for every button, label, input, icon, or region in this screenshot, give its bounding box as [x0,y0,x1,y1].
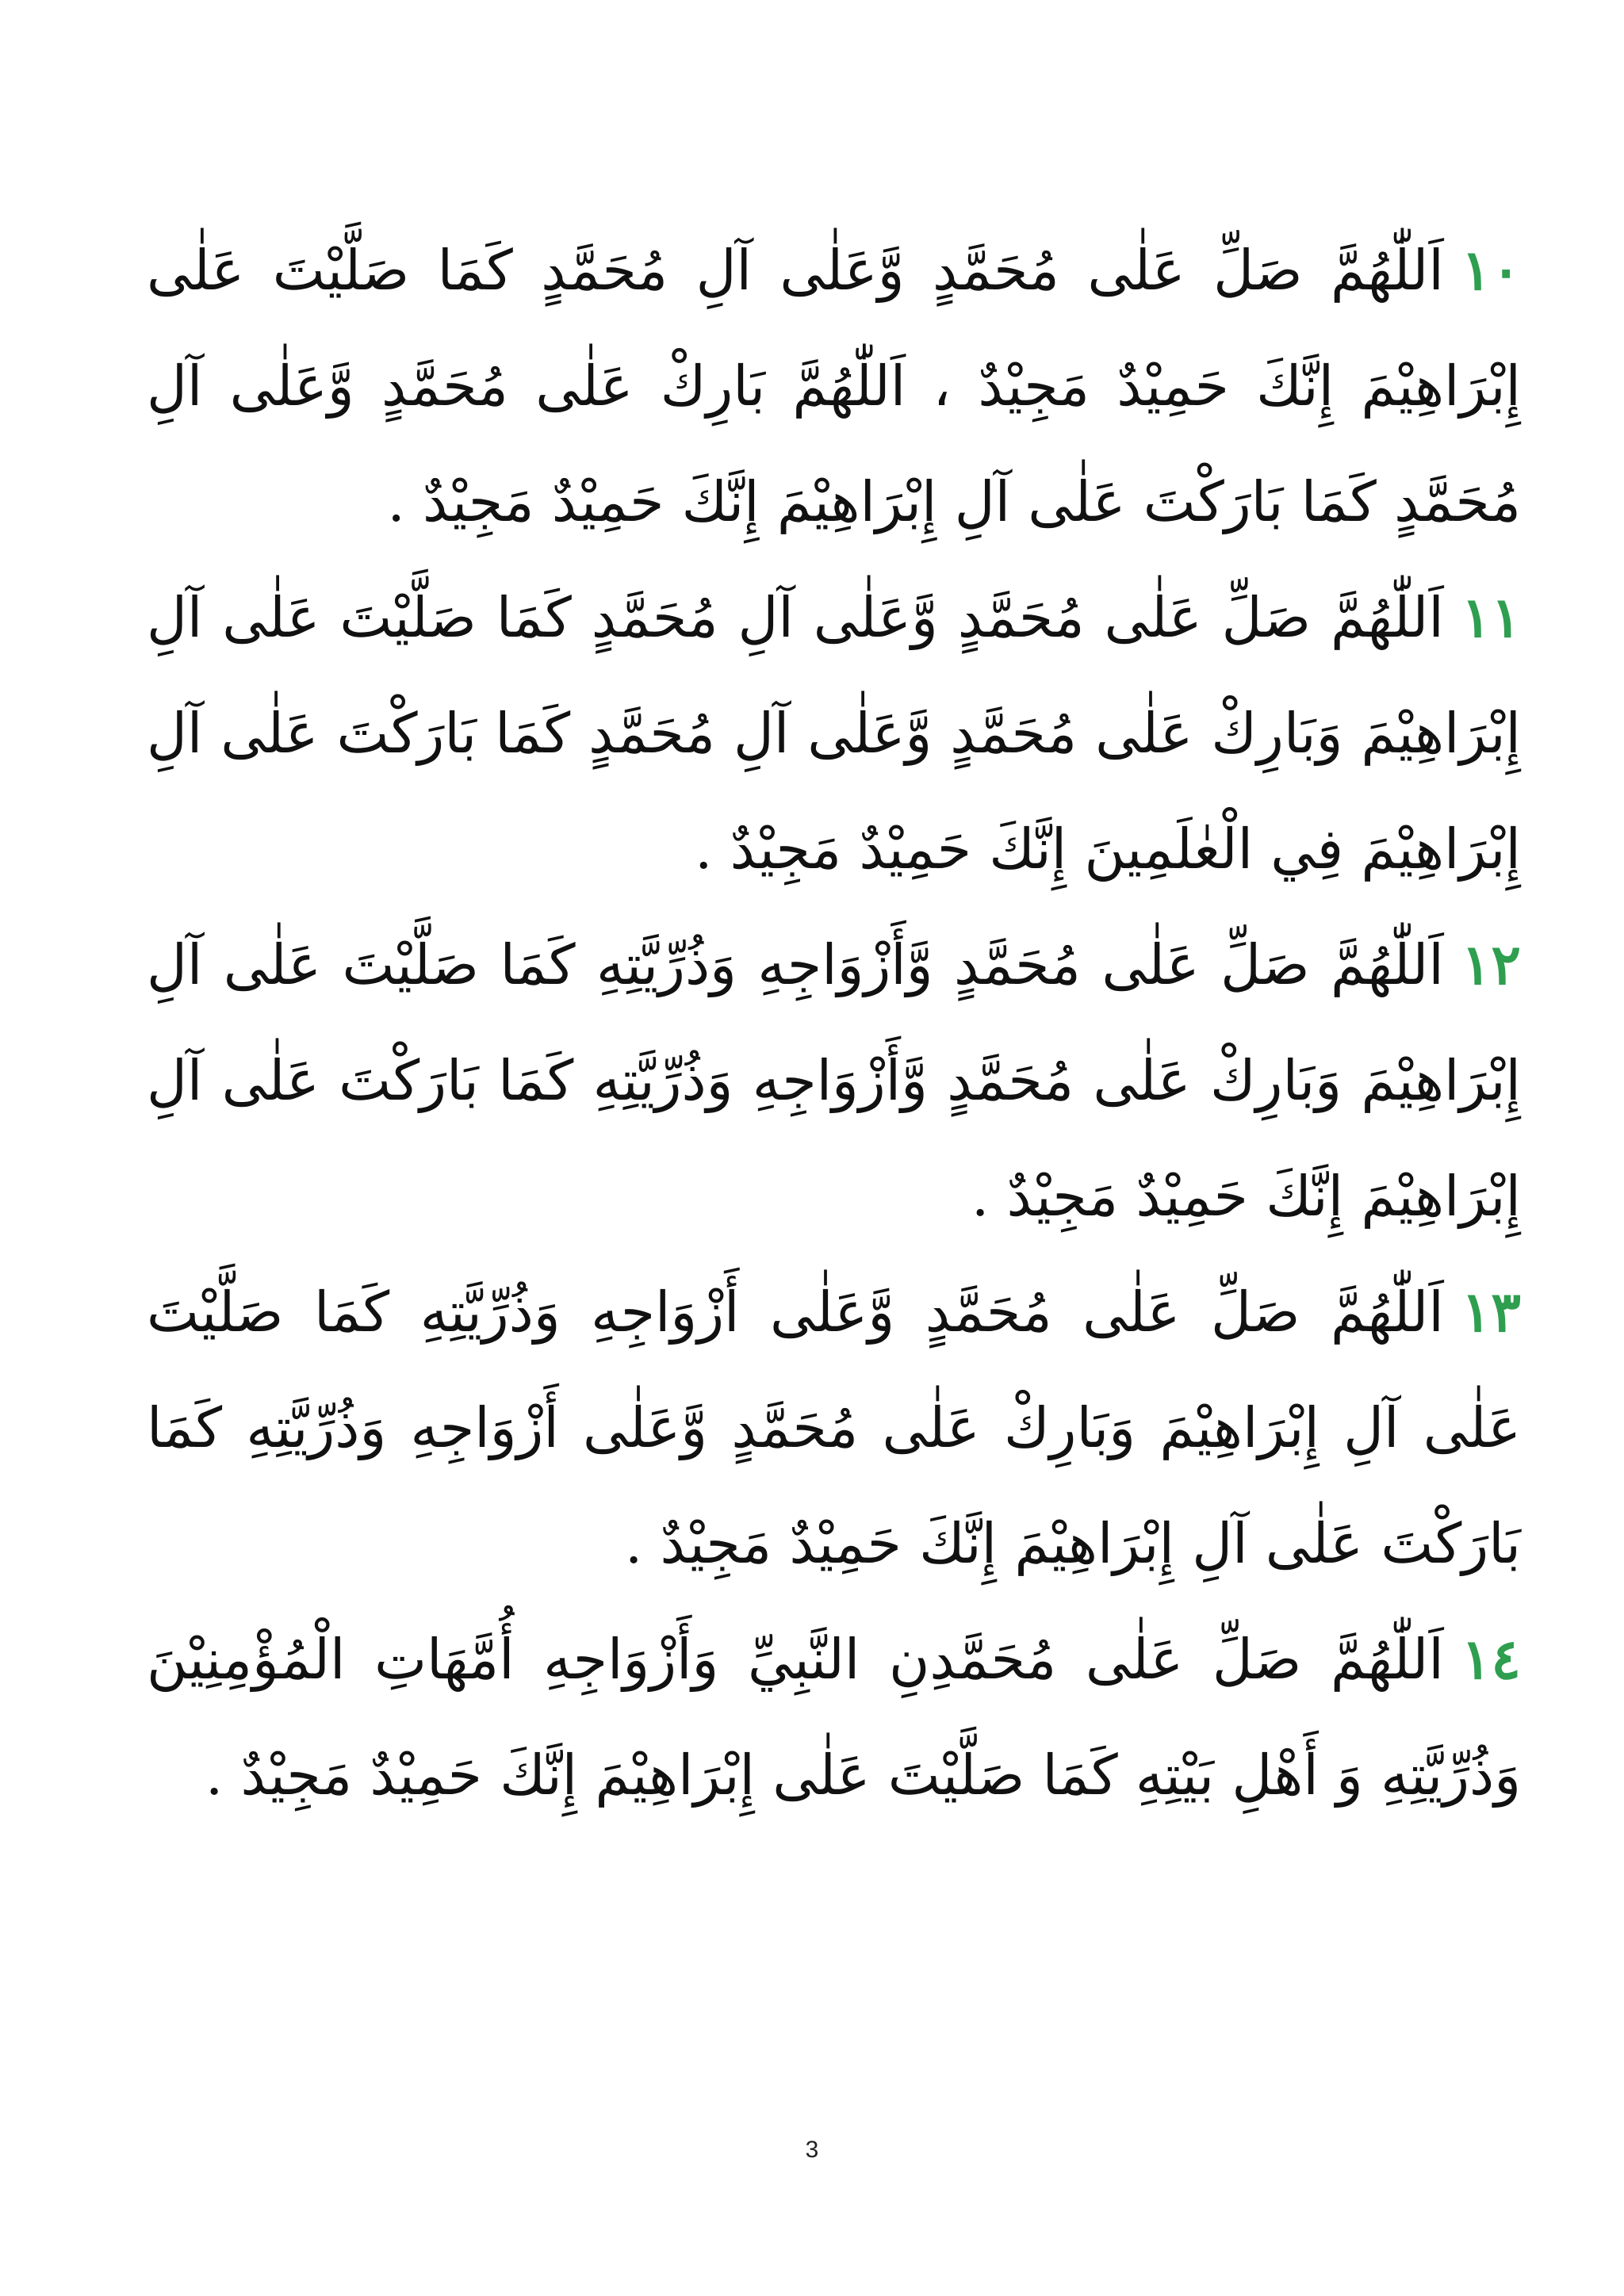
paragraph-text: اَللّٰهُمَّ صَلِّ عَلٰى مُحَمَّدِنِ النَّبِيِّ وَأَزْوَاجِهِ أُمَّهَاتِ الْمُؤْمِنِيْنَ وَذُرِّيَّتِهِ وَ أَهْلِ بَيْتِهِ كَمَا صَلَّيْتَ عَلٰى إِبْرَاهِيْمَ إِنَّكَ حَمِيْدٌ مَجِيْدٌ . [147,1627,1521,1808]
paragraph-text: اَللّٰهُمَّ صَلِّ عَلٰى مُحَمَّدٍ وَّأَزْوَاجِهِ وَذُرِّيَّتِهِ كَمَا صَلَّيْتَ عَلٰى آلِ إِبْرَاهِيْمَ وَبَارِكْ عَلٰى مُحَمَّدٍ وَّأَزْوَاجِهِ وَذُرِّيَّتِهِ كَمَا بَارَكْتَ عَلٰى آلِ إِبْرَاهِيْمَ إِنَّكَ حَمِيْدٌ مَجِيْدٌ . [147,932,1521,1229]
prayer-paragraph-14 [147,1601,1521,1833]
prayer-paragraph-13 [147,1254,1521,1601]
paragraph-text: اَللّٰهُمَّ صَلِّ عَلٰى مُحَمَّدٍ وَّعَلٰى آلِ مُحَمَّدٍ كَمَا صَلَّيْتَ عَلٰى إِبْرَاهِيْمَ إِنَّكَ حَمِيْدٌ مَجِيْدٌ ، اَللّٰهُمَّ بَارِكْ عَلٰى مُحَمَّدٍ وَّعَلٰى آلِ مُحَمَّدٍ كَمَا بَارَكْتَ عَلٰى آلِ إِبْرَاهِيْمَ إِنَّكَ حَمِيْدٌ مَجِيْدٌ . [147,238,1521,534]
paragraph-text: اَللّٰهُمَّ صَلِّ عَلٰى مُحَمَّدٍ وَّعَلٰى أَزْوَاجِهِ وَذُرِّيَّتِهِ كَمَا صَلَّيْتَ عَلٰى آلِ إِبْرَاهِيْمَ وَبَارِكْ عَلٰى مُحَمَّدٍ وَّعَلٰى أَزْوَاجِهِ وَذُرِّيَّتِهِ كَمَا بَارَكْتَ عَلٰى آلِ إِبْرَاهِيْمَ إِنَّكَ حَمِيْدٌ مَجِيْدٌ . [147,1280,1521,1576]
page-number: 3 [805,2137,819,2163]
paragraph-number: ١٣ [1461,1279,1521,1345]
paragraph-number: ١٠ [1461,237,1521,303]
paragraph-text: اَللّٰهُمَّ صَلِّ عَلٰى مُحَمَّدٍ وَّعَلٰى آلِ مُحَمَّدٍ كَمَا صَلَّيْتَ عَلٰى آلِ إِبْرَاهِيْمَ وَبَارِكْ عَلٰى مُحَمَّدٍ وَّعَلٰى آلِ مُحَمَّدٍ كَمَا بَارَكْتَ عَلٰى آلِ إِبْرَاهِيْمَ فِي الْعٰلَمِينَ إِنَّكَ حَمِيْدٌ مَجِيْدٌ . [147,585,1521,882]
prayer-paragraph-12 [147,907,1521,1254]
paragraph-number: ١٤ [1461,1626,1521,1692]
prayer-paragraph-11 [147,560,1521,907]
prayer-paragraph-10 [147,212,1521,560]
prayer-text-body [147,212,1521,1833]
paragraph-number: ١٢ [1461,932,1521,997]
paragraph-number: ١١ [1461,584,1521,650]
